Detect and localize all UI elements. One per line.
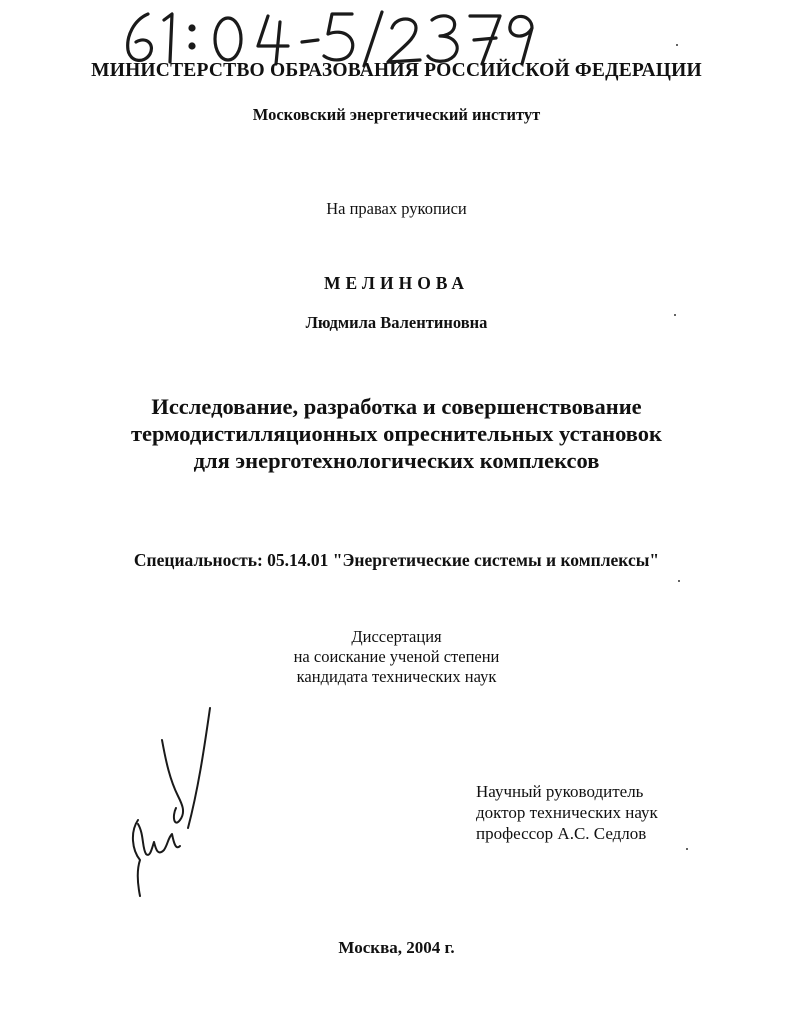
title-line: термодистилляционных опреснительных установок bbox=[130, 421, 662, 446]
ministry-name: МИНИСТЕРСТВО ОБРАЗОВАНИЯ РОССИЙСКОЙ ФЕДЕРАЦИИ bbox=[91, 60, 702, 81]
institute-name: Московский энергетический институт bbox=[252, 105, 541, 124]
supervisor-line: доктор технических наук bbox=[476, 803, 658, 822]
supervisor-line: Научный руководитель bbox=[476, 782, 644, 801]
author-surname: МЕЛИНОВА bbox=[323, 273, 470, 293]
handwritten-signature bbox=[118, 700, 228, 900]
degree-line: кандидата технических наук bbox=[296, 667, 497, 686]
manuscript-note: На правах рукописи bbox=[326, 199, 467, 218]
degree-block bbox=[0, 627, 793, 687]
city-year: Москва, 2004 г. bbox=[338, 938, 455, 957]
scan-speck bbox=[674, 314, 676, 316]
scan-speck bbox=[676, 44, 678, 46]
author-given-names: Людмила Валентиновна bbox=[305, 313, 488, 332]
supervisor-line: профессор А.С. Седлов bbox=[476, 824, 647, 843]
title-line: для энерготехнологических комплексов bbox=[193, 448, 600, 473]
title-line: Исследование, разработка и совершенствование bbox=[151, 394, 642, 419]
degree-line: Диссертация bbox=[351, 627, 442, 646]
handwritten-archive-number bbox=[120, 6, 550, 68]
supervisor-block bbox=[476, 781, 658, 844]
scan-speck bbox=[686, 848, 688, 850]
degree-line: на соискание ученой степени bbox=[293, 647, 500, 666]
scan-speck bbox=[678, 580, 680, 582]
dissertation-title bbox=[0, 393, 793, 474]
specialty-line: Специальность: 05.14.01 "Энергетические системы и комплексы" bbox=[133, 550, 660, 570]
